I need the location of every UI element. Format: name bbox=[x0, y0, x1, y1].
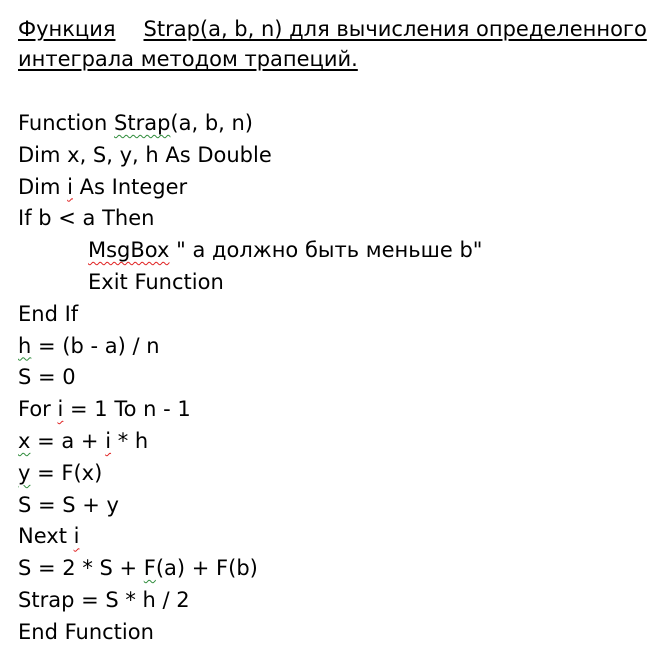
code-line-4: If b < a Then bbox=[18, 206, 155, 231]
code-token: Function bbox=[18, 111, 114, 135]
spell-marked-word: i bbox=[57, 397, 64, 422]
code-line-10 bbox=[18, 394, 638, 426]
code-line-2: Dim x, S, y, h As Double bbox=[18, 142, 272, 167]
code-token: * h bbox=[111, 428, 149, 453]
grammar-marked-word: F bbox=[143, 556, 156, 581]
code-line-13: S = S + y bbox=[18, 492, 119, 517]
code-line-9: S = 0 bbox=[18, 365, 76, 390]
title-word-function: Функция bbox=[18, 17, 116, 41]
code-line-7: End If bbox=[18, 301, 79, 326]
code-token: (a) + F(b) bbox=[155, 556, 258, 581]
grammar-marked-word: x bbox=[18, 428, 31, 453]
document-page bbox=[18, 14, 647, 649]
spell-marked-word: i bbox=[67, 174, 73, 199]
code-token: For bbox=[18, 397, 58, 422]
spell-marked-word: MsgBox bbox=[88, 238, 170, 263]
code-line-17: End Function bbox=[18, 619, 154, 644]
code-line-1 bbox=[18, 108, 638, 140]
code-token: Dim bbox=[18, 174, 68, 199]
code-token: = F(x) bbox=[30, 460, 103, 485]
code-line-8 bbox=[18, 331, 638, 363]
code-line-15 bbox=[18, 553, 638, 585]
title-line-1 bbox=[18, 14, 647, 44]
spell-marked-word: i bbox=[73, 524, 80, 549]
document-title bbox=[18, 14, 647, 74]
code-token: (a, b, n) bbox=[170, 111, 254, 135]
code-token: Next bbox=[18, 524, 74, 549]
grammar-marked-word: Strap bbox=[114, 111, 171, 135]
grammar-marked-word: h bbox=[18, 333, 32, 358]
code-line-5 bbox=[18, 235, 638, 267]
code-line-16: Strap = S * h / 2 bbox=[18, 587, 190, 612]
grammar-marked-word: y bbox=[18, 460, 31, 485]
spell-marked-word: i bbox=[105, 428, 112, 453]
code-token: As Integer bbox=[72, 174, 188, 199]
code-listing bbox=[18, 108, 638, 649]
code-token: = (b - a) / n bbox=[31, 333, 160, 358]
code-token: S = 2 * S + bbox=[18, 556, 144, 581]
code-token: = 1 To n - 1 bbox=[63, 397, 191, 422]
code-line-3 bbox=[18, 172, 638, 204]
code-token: = a + bbox=[30, 428, 106, 453]
code-line-12 bbox=[18, 458, 638, 490]
code-token: " а должно быть меньше b" bbox=[169, 238, 483, 263]
code-line-14 bbox=[18, 521, 638, 553]
code-line-6: Exit Function bbox=[88, 269, 224, 294]
title-line-2: интеграла методом трапеций. bbox=[18, 47, 358, 71]
title-description: Strap(a, b, n) для вычисления определенного bbox=[143, 17, 647, 41]
code-line-11 bbox=[18, 426, 638, 458]
